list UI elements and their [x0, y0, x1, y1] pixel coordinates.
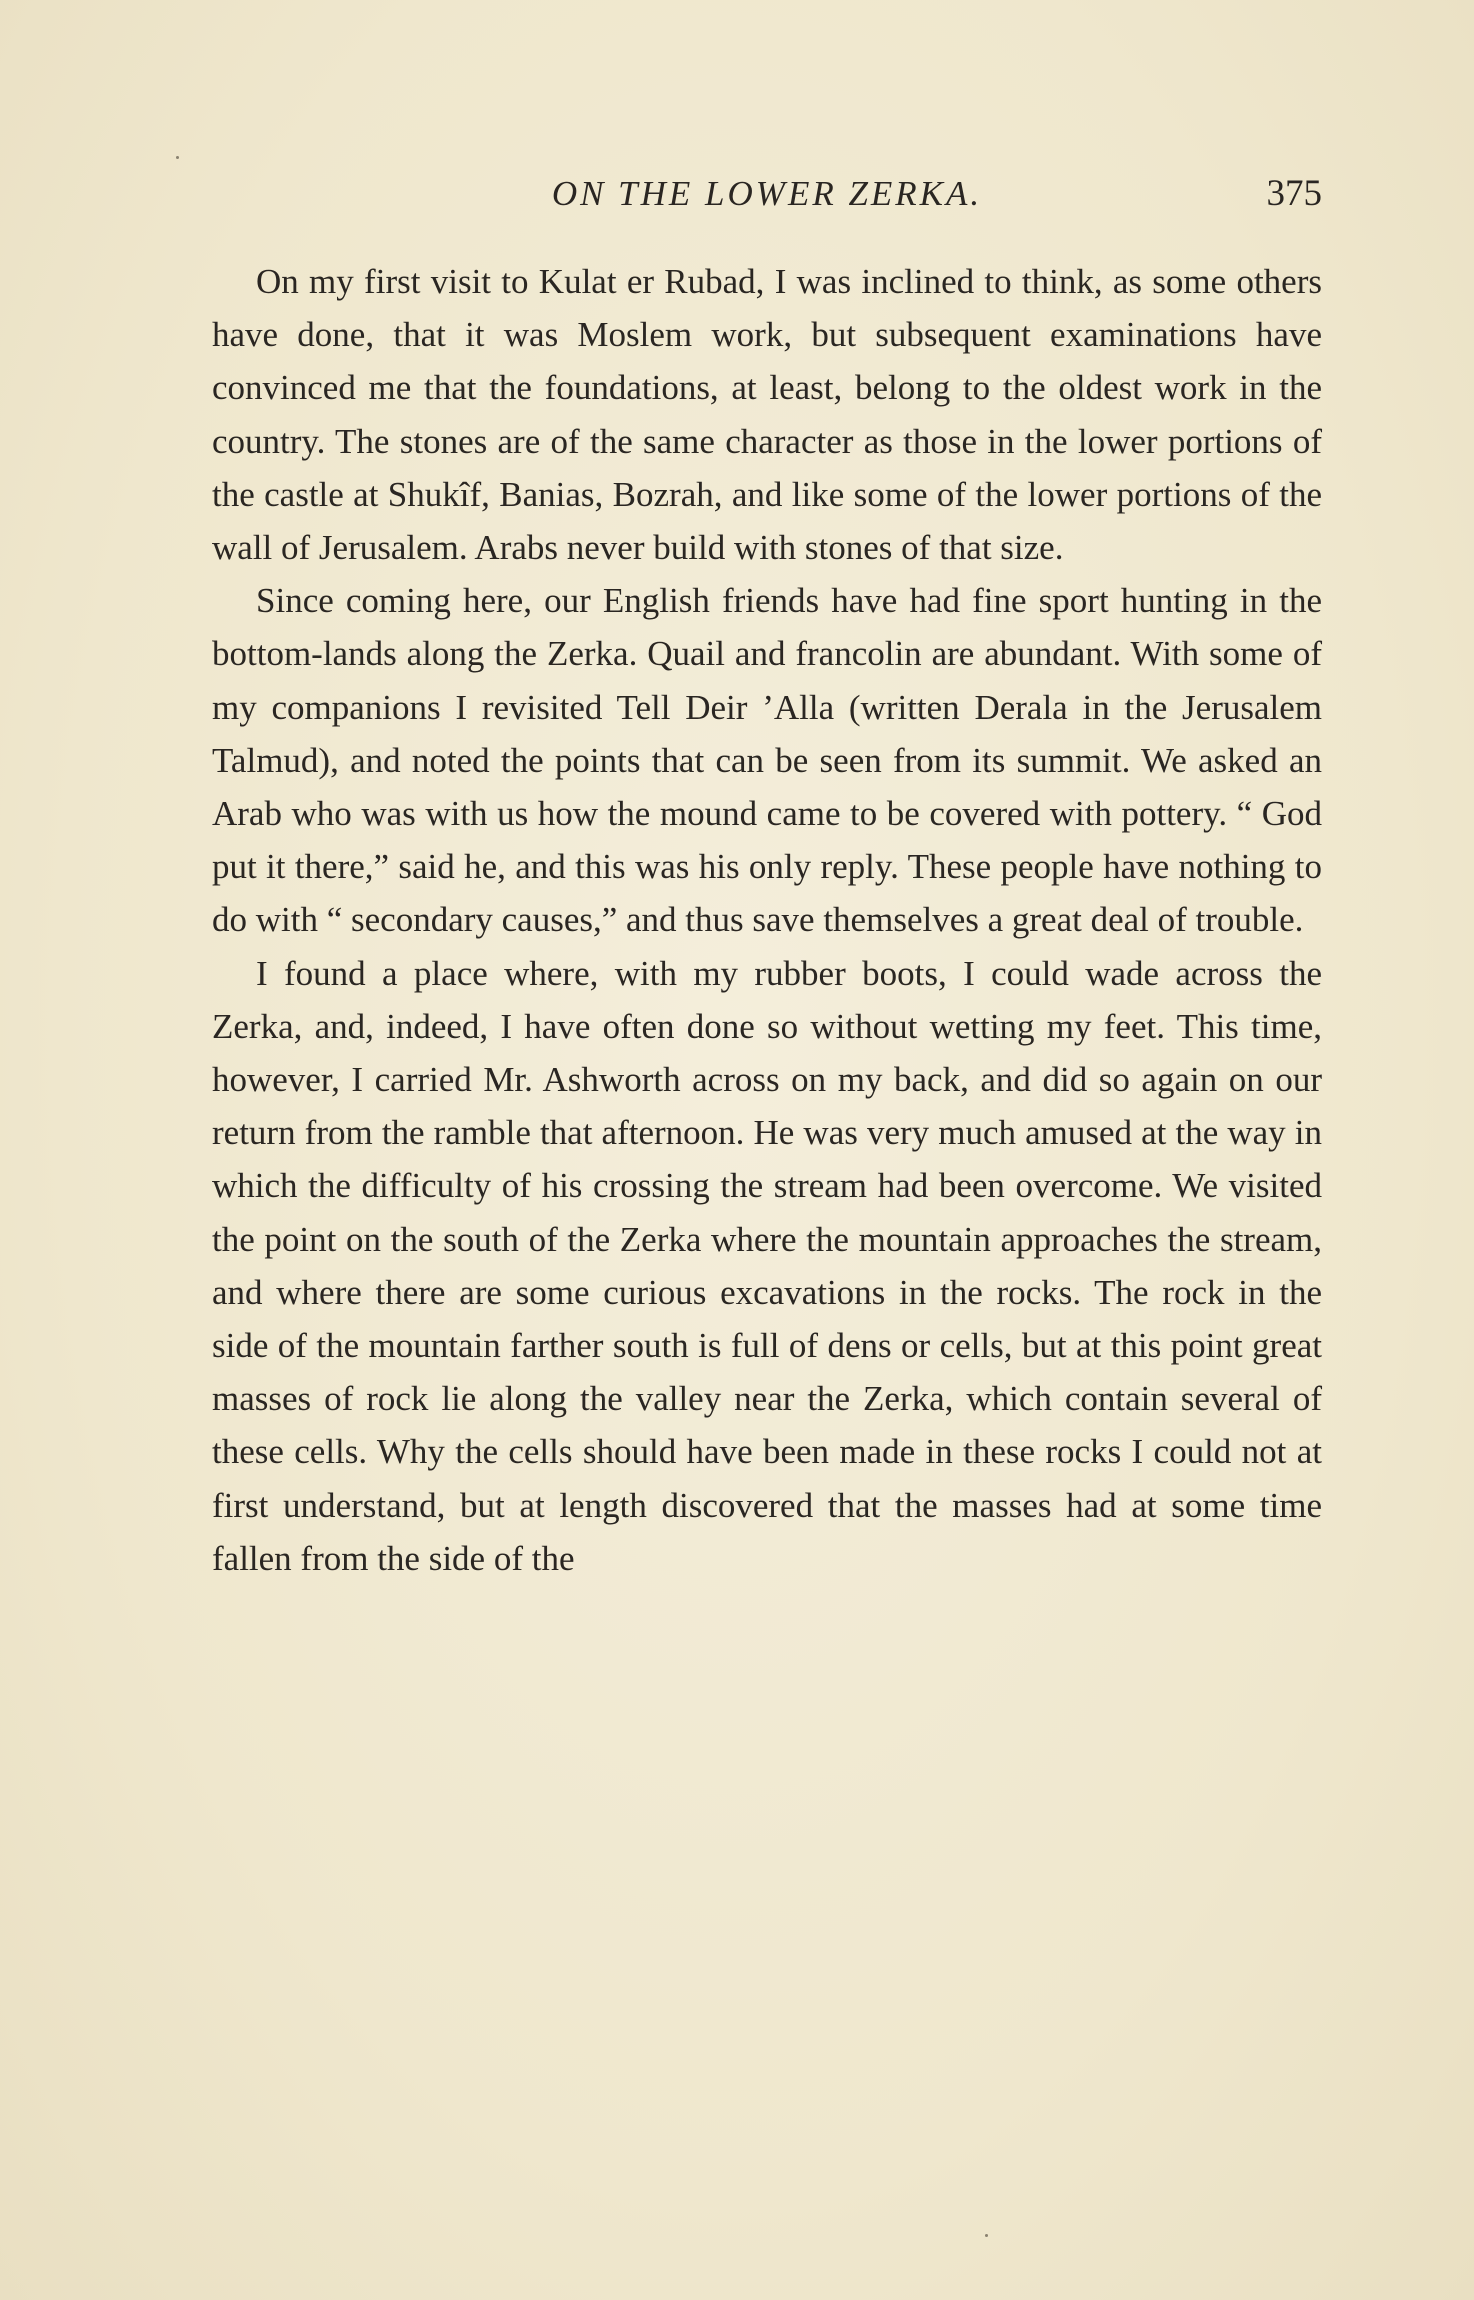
paper-speck [176, 156, 179, 159]
running-head [212, 166, 1322, 222]
body-text [212, 255, 1322, 1585]
paragraph-2: Since coming here, our English friends have had fine sport hunting in the bottom-lands along the Zerka. Quail and francolin are abundant. With some of my companions I revisited Tell Deir ’Alla (written Derala in the Jerusalem Talmud), and noted the points that can be seen from its summit. We asked an Arab who was with us how the mound came to be covered with pottery. “ God put it there,” said he, and this was his only reply. These people have nothing to do with “ secondary causes,” and thus save themselves a great deal of trouble. [212, 581, 1322, 940]
running-head-title: ON THE LOWER ZERKA. [551, 174, 983, 213]
page-number: 375 [1266, 173, 1322, 214]
paragraph-1: On my first visit to Kulat er Rubad, I was inclined to think, as some others have done, that it was Moslem work, but subsequent examinations have convinced me that the foundations, at least, belong to the oldest work in the country. The stones are of the same character as those in the lower portions of the castle at Shukîf, Banias, Bozrah, and like some of the lower portions of the wall of Jerusalem. Arabs never build with stones of that size. [212, 262, 1322, 568]
paper-speck [985, 2234, 988, 2237]
paragraph-3: I found a place where, with my rubber boots, I could wade across the Zerka, and, indeed, I have often done so without wetting my feet. This time, however, I carried Mr. Ashworth across on my back, and did so again on our return from the ramble that afternoon. He was very much amused at the way in which the difficulty of his crossing the stream had been overcome. We visited the point on the south of the Zerka where the mountain approaches the stream, and where there are some curious excavations in the rocks. The rock in the side of the mountain farther south is full of dens or cells, but at this point great masses of rock lie along the valley near the Zerka, which contain several of these cells. Why the cells should have been made in these rocks I could not at first understand, but at length discovered that the masses had at some time fallen from the side of the [212, 953, 1322, 1578]
